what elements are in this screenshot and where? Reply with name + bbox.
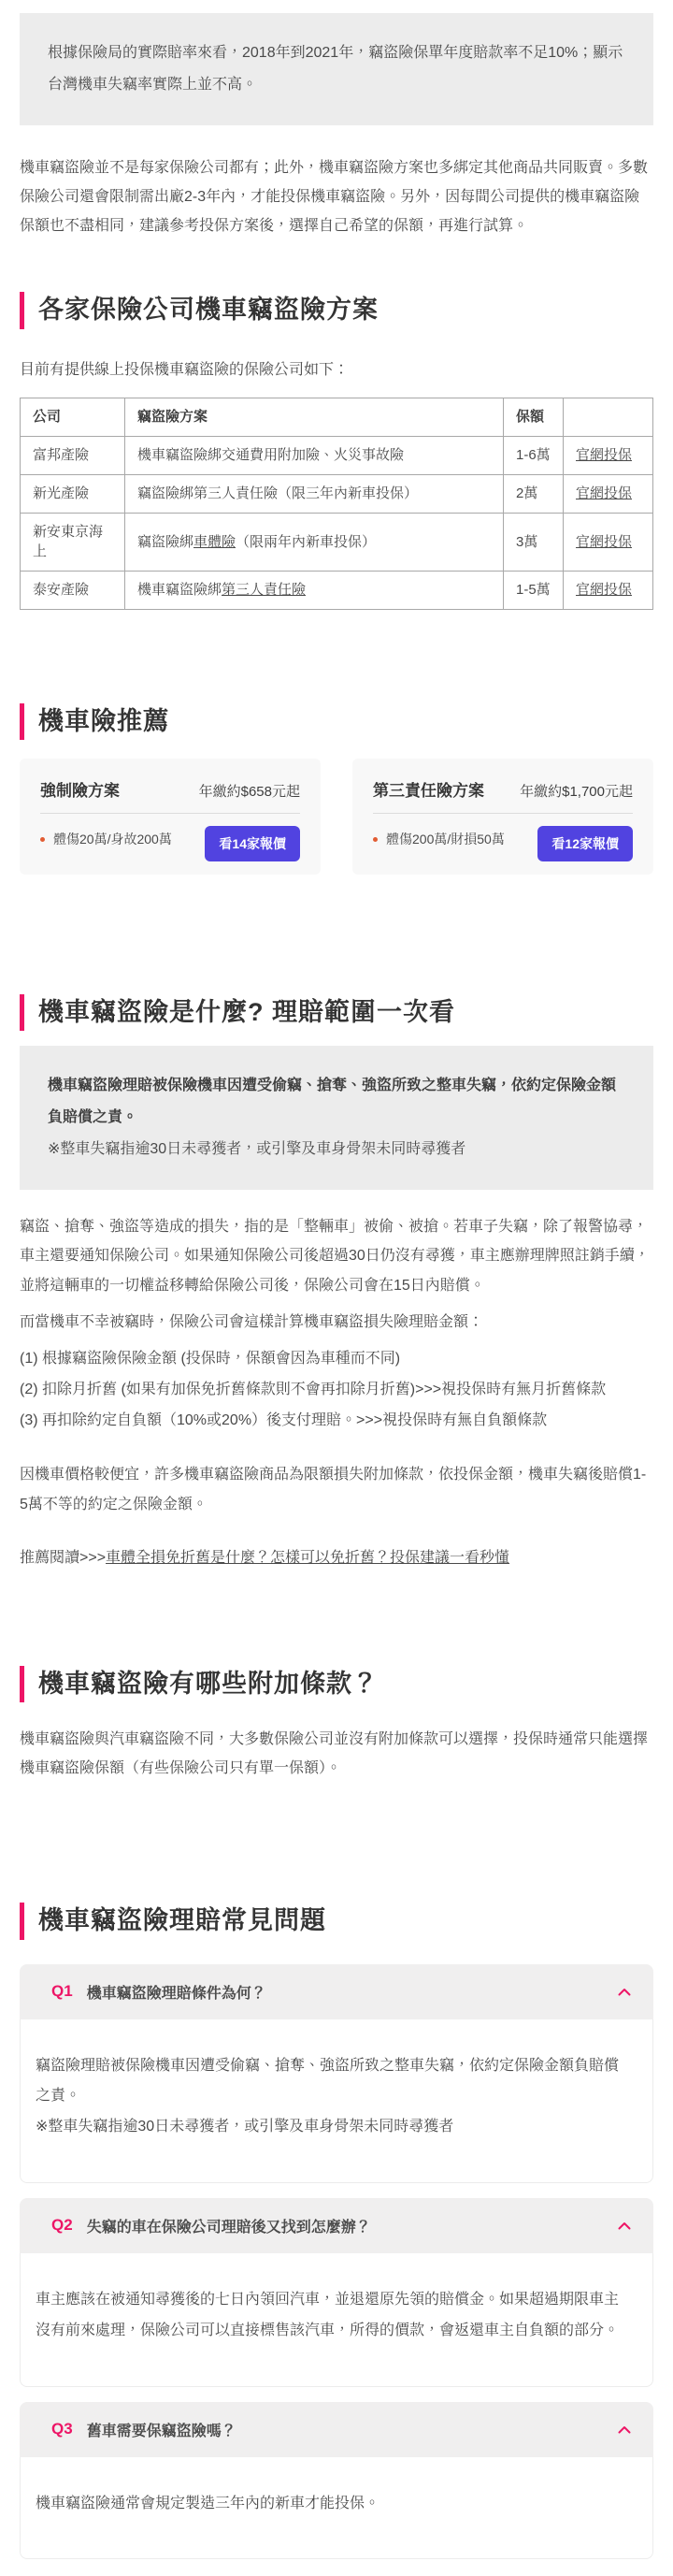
official-site-link[interactable]: 官網投保 bbox=[576, 485, 633, 502]
addons-paragraph: 機車竊盜險與汽車竊盜險不同，大多數保險公司並沒有附加條款可以選擇，投保時通常只能選擇機車竊盜險保額（有些保險公司只有單一保額）。 bbox=[20, 1731, 649, 1777]
official-site-link[interactable]: 官網投保 bbox=[576, 446, 633, 463]
faq-item-2 bbox=[20, 2198, 653, 2387]
plan-text: 竊盜險綁 bbox=[137, 533, 194, 550]
definition-box bbox=[20, 1046, 653, 1190]
faq-answer-text: 車主應該在被通知尋獲後的七日內領回汽車，並退還原先領的賠償金。如果超過期限車主沒有前來處理，保險公司可以直接標售該汽車，所得的價款，會返還車主自負額的部分。 bbox=[36, 2291, 620, 2338]
cell-action bbox=[564, 514, 653, 572]
faq-answer-text: 機車竊盜險通常會規定製造三年內的新車才能投保。 bbox=[36, 2495, 380, 2511]
faq-answer-panel bbox=[20, 2019, 653, 2183]
plans-lead-text: 目前有提供線上投保機車竊盜險的保險公司如下： bbox=[20, 361, 350, 378]
card-body bbox=[373, 826, 633, 861]
section-title-company-plans: 各家保險公司機車竊盜險方案 bbox=[20, 292, 653, 328]
card-header bbox=[373, 777, 633, 814]
read-more-link[interactable]: 車體全損免折舊是什麼？怎樣可以免折舊？投保建議一看秒懂 bbox=[106, 1549, 510, 1566]
card-body bbox=[40, 826, 300, 861]
table-header-row bbox=[21, 398, 653, 436]
plan-card-compulsory bbox=[20, 759, 321, 875]
header-plan: 竊盜險方案 bbox=[125, 398, 504, 436]
faq-answer-text: 竊盜險理賠被保險機車因遭受偷竊、搶奪、強盜所致之整車失竊，依約定保險金額負賠償之責。 bbox=[36, 2057, 620, 2105]
card-feature bbox=[373, 826, 505, 848]
card-feature bbox=[40, 826, 172, 848]
faq-question-header[interactable] bbox=[20, 2402, 653, 2457]
calc-lead-text: 而當機車不幸被竊時，保險公司會這樣計算機車竊盜損失險理賠金額： bbox=[20, 1313, 484, 1330]
plan-text: 機車竊盜險綁 bbox=[137, 581, 222, 598]
card-title: 強制險方案 bbox=[40, 782, 120, 801]
bullet-dot-icon bbox=[40, 837, 45, 842]
chevron-up-icon bbox=[618, 2221, 631, 2230]
section-title-faq: 機車竊盜險理賠常見問題 bbox=[20, 1903, 653, 1939]
cell-plan bbox=[125, 436, 504, 474]
cell-company: 新光產險 bbox=[21, 475, 125, 514]
chevron-up-icon bbox=[618, 2425, 631, 2434]
faq-q-text: 機車竊盜險理賠條件為何？ bbox=[86, 1985, 266, 2002]
official-site-link[interactable]: 官網投保 bbox=[576, 533, 633, 550]
definition-note-text: ※整車失竊指逾30日未尋獲者，或引擎及車身骨架未同時尋獲者 bbox=[48, 1141, 466, 1158]
section-title-recommend: 機車險推薦 bbox=[20, 703, 653, 740]
table-row bbox=[21, 436, 653, 474]
cell-amount: 1-5萬 bbox=[504, 571, 564, 609]
table-row bbox=[21, 571, 653, 609]
cell-amount: 1-6萬 bbox=[504, 436, 564, 474]
cell-action bbox=[564, 475, 653, 514]
calc-step-list bbox=[20, 1344, 653, 1436]
table-row bbox=[21, 475, 653, 514]
faq-list bbox=[20, 1964, 653, 2560]
card-price: 年繳約$1,700元起 bbox=[520, 784, 633, 801]
cell-action bbox=[564, 436, 653, 474]
calc-step: (1) 根據竊盜險保險金額 (投保時，保額會因為車種而不同) bbox=[20, 1350, 401, 1367]
section-title-what-is: 機車竊盜險是什麼? 理賠範圍一次看 bbox=[20, 994, 653, 1031]
faq-question-header[interactable] bbox=[20, 2198, 653, 2253]
header-action bbox=[564, 398, 653, 436]
read-more-line bbox=[20, 1543, 653, 1572]
card-title: 第三責任險方案 bbox=[373, 782, 484, 801]
faq-item-3 bbox=[20, 2402, 653, 2560]
claim-explain-paragraph: 竊盜、搶奪、強盜等造成的損失，指的是「整輛車」被偷、被搶。若車子失竊，除了報警協尋，車主還要通知保險公司。如果通知保險公司後超過30日仍沒有尋獲，車主應辦理牌照註銷手續，並將這輛車的一切權益移轉給保險公司後，保險公司會在15日內賠償。 bbox=[20, 1219, 650, 1294]
definition-main-text: 機車竊盜險理賠被保險機車因遭受偷竊、搶奪、強盜所致之整車失竊，依約定保險金額負賠償之責。 bbox=[48, 1078, 617, 1126]
table-row bbox=[21, 514, 653, 572]
cell-plan bbox=[125, 571, 504, 609]
cell-plan bbox=[125, 475, 504, 514]
calc-step: (3) 再扣除約定自負額（10%或20%）後支付理賠。>>>視投保時有無自負額條款 bbox=[20, 1411, 548, 1428]
cell-amount: 2萬 bbox=[504, 475, 564, 514]
cell-action bbox=[564, 571, 653, 609]
card-feature-text: 體傷200萬/財損50萬 bbox=[386, 832, 505, 847]
faq-q-label: Q1 bbox=[51, 1982, 73, 2001]
cell-amount: 3萬 bbox=[504, 514, 564, 572]
bullet-dot-icon bbox=[373, 837, 378, 842]
recommend-cards bbox=[20, 759, 653, 875]
faq-answer-panel bbox=[20, 2457, 653, 2560]
faq-q-label: Q2 bbox=[51, 2216, 73, 2235]
stat-callout-box bbox=[20, 13, 653, 125]
plan-text: 機車竊盜險綁交通費用附加險、火災事故險 bbox=[137, 446, 405, 463]
plan-card-third-party bbox=[352, 759, 653, 875]
header-amount: 保額 bbox=[504, 398, 564, 436]
calc-step: (2) 扣除月折舊 (如果有加保免折舊條款則不會再扣除月折舊)>>>視投保時有無月折舊條款 bbox=[20, 1381, 607, 1397]
card-feature-text: 體傷20萬/身故200萬 bbox=[53, 832, 172, 847]
quote-button[interactable]: 看12家報價 bbox=[537, 826, 633, 861]
cell-company: 富邦產險 bbox=[21, 436, 125, 474]
plan-detail-link[interactable]: 第三人責任險 bbox=[222, 581, 307, 598]
faq-question-header[interactable] bbox=[20, 1964, 653, 2019]
card-price: 年繳約$658元起 bbox=[198, 784, 300, 801]
card-header bbox=[40, 777, 300, 814]
cell-company: 新安東京海上 bbox=[21, 514, 125, 572]
faq-item-1 bbox=[20, 1964, 653, 2183]
faq-q-text: 失竊的車在保險公司理賠後又找到怎麼辦？ bbox=[86, 2219, 371, 2236]
header-company: 公司 bbox=[21, 398, 125, 436]
read-more-label: 推薦閱讀>>> bbox=[20, 1549, 107, 1566]
plan-detail-link[interactable]: 車體險 bbox=[193, 533, 236, 550]
cell-company: 泰安產險 bbox=[21, 571, 125, 609]
cell-plan bbox=[125, 514, 504, 572]
limit-paragraph: 因機車價格較便宜，許多機車竊盜險商品為限額損失附加條款，依投保金額，機車失竊後賠償1-5萬不等的約定之保險金額。 bbox=[20, 1467, 647, 1512]
faq-answer-panel bbox=[20, 2253, 653, 2387]
official-site-link[interactable]: 官網投保 bbox=[576, 581, 633, 598]
faq-answer-note: ※整車失竊指逾30日未尋獲者，或引擎及車身骨架未同時尋獲者 bbox=[36, 2119, 454, 2135]
stat-callout-text: 根據保險局的實際賠率來看，2018年到2021年，竊盜險保單年度賠款率不足10%；顯示台灣機車失竊率實際上並不高。 bbox=[48, 45, 623, 93]
plan-text: 竊盜險綁第三人責任險（限三年內新車投保） bbox=[137, 485, 419, 502]
section-title-addons: 機車竊盜險有哪些附加條款？ bbox=[20, 1666, 653, 1702]
plan-text-suffix: （限兩年內新車投保） bbox=[236, 533, 377, 550]
plans-table bbox=[20, 398, 653, 611]
intro-paragraph: 機車竊盜險並不是每家保險公司都有；此外，機車竊盜險方案也多綁定其他商品共同販賣。多數保險公司還會限制需出廠2-3年內，才能投保機車竊盜險。另外，因每間公司提供的機車竊盜險保額也不盡相同，建議參考投保方案後，選擇自己希望的保額，再進行試算。 bbox=[20, 159, 649, 235]
faq-q-text: 舊車需要保竊盜險嗎？ bbox=[86, 2423, 236, 2439]
faq-q-label: Q3 bbox=[51, 2420, 73, 2439]
quote-button[interactable]: 看14家報價 bbox=[205, 826, 300, 861]
chevron-up-icon bbox=[618, 1988, 631, 1996]
